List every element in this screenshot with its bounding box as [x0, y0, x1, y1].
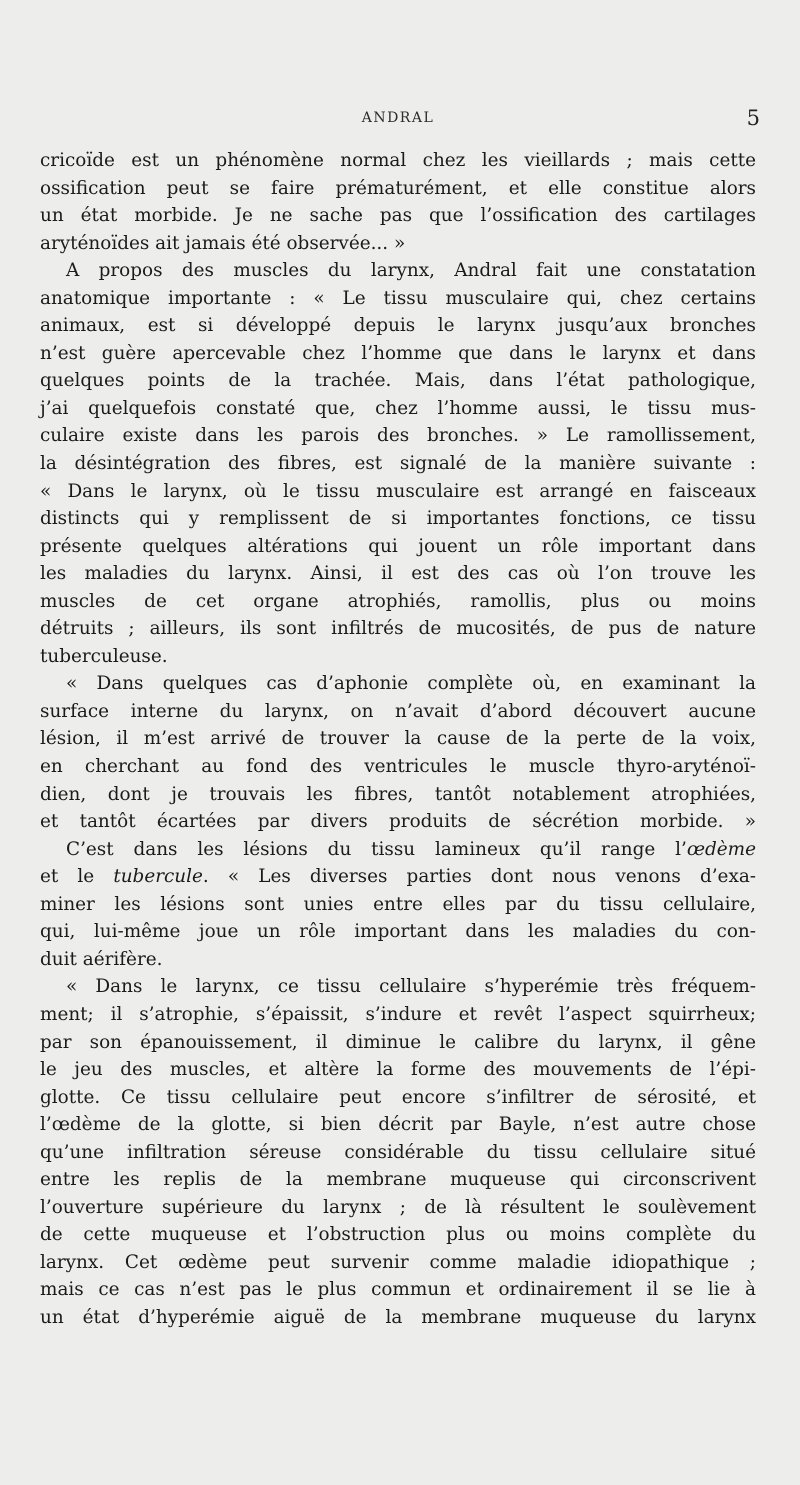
- italic-term: œdème: [686, 838, 756, 860]
- text-line: « Dans le larynx, ce tissu cellulaire s’hyperémie très fréquem-: [66, 976, 756, 998]
- text-line: C’est dans les lésions du tissu lamineux qu’il range l’œdème: [66, 838, 756, 860]
- text-line: n’est guère apercevable chez l’homme que dans le larynx et dans: [40, 342, 756, 364]
- text-line: animaux, est si développé depuis le larynx jusqu’aux bronches: [40, 315, 756, 337]
- text-line: qu’une infiltration séreuse considérable du tissu cellulaire situé: [40, 1141, 756, 1163]
- text-line: l’ouverture supérieure du larynx ; de là résultent le soulèvement: [40, 1196, 756, 1218]
- text-line: surface interne du larynx, on n’avait d’abord découvert aucune: [40, 700, 756, 722]
- text-line: et tantôt écartées par divers produits de sécrétion morbide. »: [40, 811, 756, 833]
- text-line: « Dans le larynx, où le tissu musculaire est arrangé en faisceaux: [40, 480, 756, 502]
- text-line: ossification peut se faire prématurément, et elle constitue alors: [40, 177, 756, 199]
- text-line: entre les replis de la membrane muqueuse qui circonscrivent: [40, 1169, 756, 1191]
- running-title: ANDRAL: [361, 110, 435, 126]
- text-line: mais ce cas n’est pas le plus commun et ordinairement il se lie à: [40, 1279, 756, 1301]
- text-line: de cette muqueuse et l’obstruction plus ou moins complète du: [40, 1224, 756, 1246]
- text-line: lésion, il m’est arrivé de trouver la cause de la perte de la voix,: [40, 728, 756, 750]
- text-line: miner les lésions sont unies entre elles par du tissu cellulaire,: [40, 893, 756, 915]
- text-line: détruits ; ailleurs, ils sont infiltrés de mucosités, de pus de nature: [40, 618, 756, 640]
- text-line: cricoïde est un phénomène normal chez les vieillards ; mais cette: [40, 150, 756, 171]
- text-line: le jeu des muscles, et altère la forme des mouvements de l’épi-: [40, 1059, 756, 1081]
- page-number: 5: [746, 106, 760, 130]
- text-line: en cherchant au fond des ventricules le muscle thyro-aryténoï-: [40, 756, 756, 778]
- text-line: par son épanouissement, il diminue le calibre du larynx, il gêne: [40, 1031, 756, 1053]
- text-line: culaire existe dans les parois des bronches. » Le ramollissement,: [40, 425, 756, 447]
- text-line: A propos des muscles du larynx, Andral fait une constatation: [66, 260, 756, 282]
- text-line: l’œdème de la glotte, si bien décrit par Bayle, n’est autre chose: [40, 1114, 756, 1136]
- text-line: tuberculeuse.: [40, 645, 168, 667]
- text-line: qui, lui-même joue un rôle important dans les maladies du con-: [40, 921, 756, 943]
- text-line: anatomique importante : « Le tissu musculaire qui, chez certains: [40, 287, 756, 309]
- text-line: j’ai quelquefois constaté que, chez l’homme aussi, le tissu mus-: [40, 397, 756, 419]
- text-line: glotte. Ce tissu cellulaire peut encore s’infiltrer de sérosité, et: [40, 1086, 756, 1108]
- italic-term: tubercule: [113, 866, 203, 888]
- text-line: aryténoïdes ait jamais été observée... »: [40, 232, 406, 254]
- text-line: muscles de cet organe atrophiés, ramollis, plus ou moins: [40, 590, 756, 612]
- text-line: quelques points de la trachée. Mais, dans l’état pathologique,: [40, 370, 756, 392]
- text-line: larynx. Cet œdème peut survenir comme maladie idiopathique ;: [40, 1251, 756, 1273]
- text-line: la désintégration des fibres, est signalé de la manière suivante :: [40, 453, 756, 475]
- text-line: « Dans quelques cas d’aphonie complète où, en examinant la: [66, 673, 756, 695]
- text-line: duit aérifère.: [40, 948, 163, 970]
- text-line: et le tubercule. « Les diverses parties dont nous venons d’exa-: [40, 866, 756, 888]
- body-text: [40, 147, 756, 1332]
- text-line: présente quelques altérations qui jouent un rôle important dans: [40, 535, 756, 557]
- running-head: [40, 106, 760, 136]
- text-line: distincts qui y remplissent de si importantes fonctions, ce tissu: [40, 508, 756, 530]
- text-line: un état morbide. Je ne sache pas que l’ossification des cartilages: [40, 205, 756, 227]
- text-line: ment; il s’atrophie, s’épaissit, s’indure et revêt l’aspect squirrheux;: [40, 1003, 756, 1025]
- text-line: les maladies du larynx. Ainsi, il est des cas où l’on trouve les: [40, 563, 756, 585]
- text-line: un état d’hyperémie aiguë de la membrane muqueuse du larynx: [40, 1306, 756, 1328]
- text-line: dien, dont je trouvais les fibres, tantôt notablement atrophiées,: [40, 783, 756, 805]
